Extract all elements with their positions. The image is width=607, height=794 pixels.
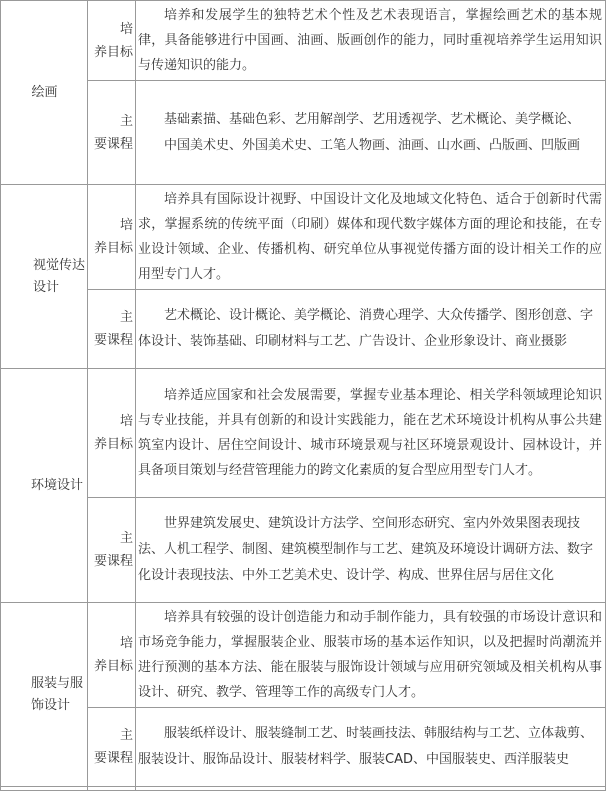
goal-label-line-1: 培	[120, 218, 134, 233]
course-label	[88, 724, 135, 770]
course-label-cell	[88, 708, 136, 787]
major-name: 视觉传达设计	[33, 257, 86, 295]
course-text	[136, 301, 605, 357]
table-row	[1, 498, 606, 603]
course-text-cell	[136, 708, 606, 787]
goal-text: 培养具有国际设计视野、中国设计文化及地域文化特色、适合于创新时代需求，掌握系统的传统平面（印刷）媒体和现代数字媒体方面的理论和技能，在专业设计领域、企业、传播机构、研究单位从事视觉传播方面的设计相关工作的应用型专门人才。	[138, 192, 602, 282]
trailing-cell	[1, 787, 88, 791]
goal-label-line-2: 养目标	[93, 659, 133, 674]
course-text-cell	[136, 290, 606, 369]
course-label	[88, 110, 135, 156]
major-cell	[1, 185, 88, 369]
goal-label	[88, 632, 135, 678]
course-label-cell	[88, 81, 136, 185]
goal-label	[88, 18, 135, 64]
goal-label-line-1: 培	[120, 636, 134, 651]
goal-text-cell	[136, 369, 606, 498]
course-label	[88, 527, 135, 573]
goal-text: 培养具有较强的设计创造能力和动手制作能力，具有较强的市场设计意识和市场竞争能力，掌握服装企业、服装市场的基本运作知识，以及把握时尚潮流并进行预测的基本方法、能在服装与服饰设计领域与应用研究领域及相关机构从事设计、研究、教学、管理等工作的高级专门人才。	[138, 610, 602, 700]
major-cell	[1, 1, 88, 185]
course-label-line-2: 要课程	[93, 333, 133, 348]
major-name: 环境设计	[31, 477, 84, 493]
goal-label	[88, 214, 135, 260]
goal-label-cell	[88, 1, 136, 81]
course-line-1: 服装纸样设计、服装缝制工艺、时装画技法、韩服结构与工艺、立体裁剪、服装设计、服饰品设计、服装材料学、服装CAD、中国服装史、西洋服装史	[138, 726, 594, 767]
major-name: 服装与服饰设计	[31, 675, 84, 713]
goal-text-cell	[136, 603, 606, 708]
table-row	[1, 1, 606, 81]
course-label-cell	[88, 290, 136, 369]
table-row	[1, 369, 606, 498]
course-text	[136, 105, 605, 161]
goal-label-line-1: 培	[120, 21, 134, 37]
course-label-line-2: 要课程	[93, 136, 133, 152]
major-cell	[1, 369, 88, 603]
course-text	[136, 509, 605, 591]
major-name: 绘画	[31, 84, 58, 100]
goal-label	[88, 410, 135, 456]
goal-text-cell	[136, 185, 606, 290]
course-text-cell	[136, 81, 606, 185]
course-label	[88, 306, 135, 352]
table-row	[1, 185, 606, 290]
goal-label-line-2: 养目标	[93, 241, 133, 256]
trailing-cell	[88, 787, 136, 791]
goal-label-cell	[88, 603, 136, 708]
course-line-1: 世界建筑发展史、建筑设计方法学、空间形态研究、室内外效果图表现技法、人机工程学、制图、建筑模型制作与工艺、建筑及环境设计调研方法、数字化设计表现技法、中外工艺美术史、设计学、构成、世界住居与居住文化	[138, 516, 594, 583]
course-label-line-2: 要课程	[93, 751, 133, 766]
goal-label-cell	[88, 369, 136, 498]
course-label-line-1: 主	[120, 728, 134, 743]
table-row	[1, 787, 606, 791]
course-label-line-2: 要课程	[93, 554, 133, 569]
goal-label-line-2: 养目标	[93, 44, 133, 60]
course-line-1: 艺术概论、设计概论、美学概论、消费心理学、大众传播学、图形创意、字体设计、装饰基础、印刷材料与工艺、广告设计、企业形象设计、商业摄影	[138, 308, 594, 349]
course-text-cell	[136, 498, 606, 603]
course-label-line-1: 主	[120, 113, 134, 129]
course-line-1: 基础素描、基础色彩、艺用解剖学、艺用透视学、艺术概论、美学概论、	[164, 111, 581, 127]
course-text	[136, 719, 605, 775]
goal-label-line-1: 培	[120, 414, 134, 429]
course-label-line-1: 主	[120, 531, 134, 546]
major-cell	[1, 603, 88, 787]
goal-text-cell	[136, 1, 606, 81]
goal-text: 培养和发展学生的独特艺术个性及艺术表现语言，掌握绘画艺术的基本规律，具备能够进行中国画、油画、版画创作的能力，同时重视培养学生运用知识与传递知识的能力。	[138, 8, 602, 73]
goal-label-line-2: 养目标	[93, 437, 133, 452]
table-row	[1, 603, 606, 708]
trailing-cell	[136, 787, 606, 791]
table-row	[1, 290, 606, 369]
course-line-2: 中国美术史、外国美术史、工笔人物画、油画、山水画、凸版画、凹版画	[164, 137, 581, 153]
goal-text: 培养适应国家和社会发展需要，掌握专业基本理论、相关学科领域理论知识与专业技能，并具有创新的和设计实践能力，能在艺术环境设计机构从事公共建筑室内设计、居住空间设计、城市环境景观与社区环境景观设计、园林设计，并具备项目策划与经营管理能力的跨文化素质的复合型应用型专门人才。	[138, 388, 602, 478]
table-row	[1, 81, 606, 185]
course-label-cell	[88, 498, 136, 603]
goal-label-cell	[88, 185, 136, 290]
table-row	[1, 708, 606, 787]
course-label-line-1: 主	[120, 310, 134, 325]
